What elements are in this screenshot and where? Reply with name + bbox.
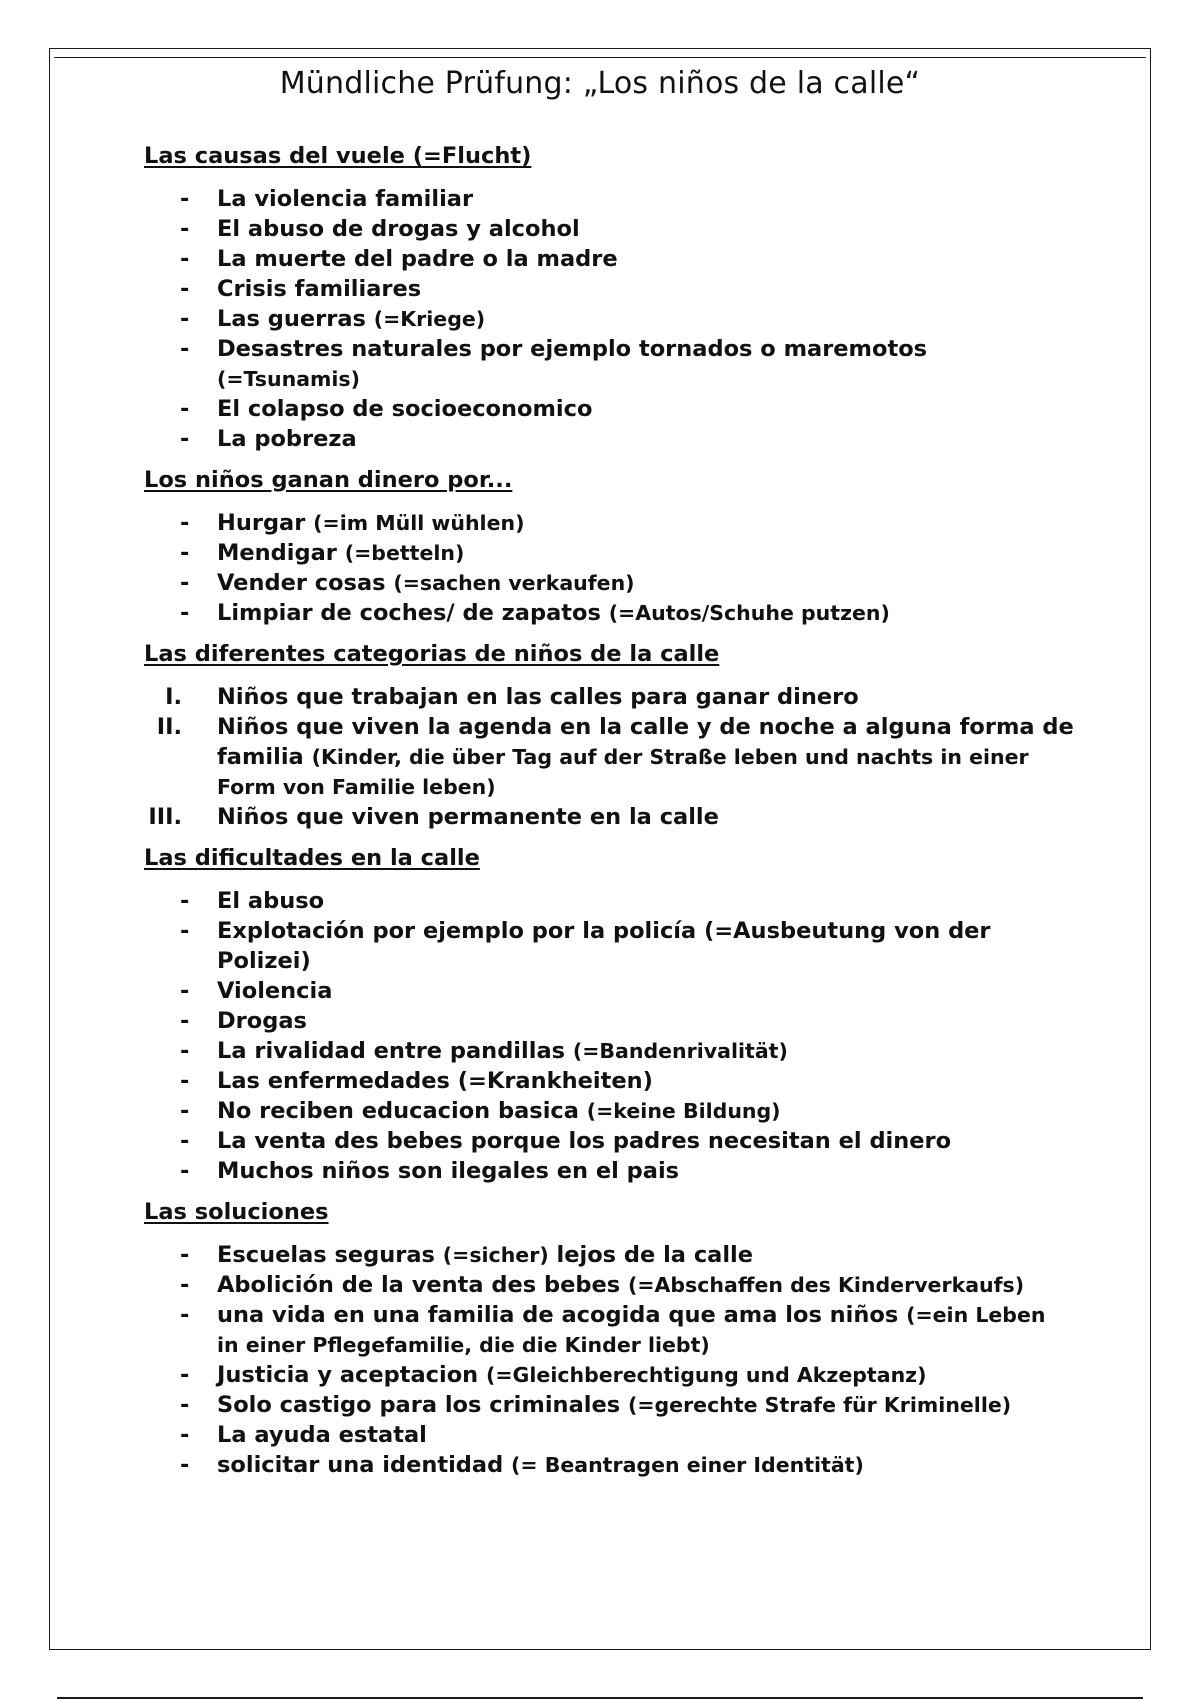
dash-marker: - (180, 1362, 190, 1388)
list-item: - La violencia familiar (180, 186, 474, 212)
dash-marker: - (180, 600, 190, 626)
list-item: - Vender cosas (=sachen verkaufen) (180, 570, 635, 596)
dash-marker: - (180, 1302, 190, 1328)
dash-marker: - (180, 306, 190, 332)
dash-marker: - (180, 570, 190, 596)
list-item: - una vida en una familia de acogida que ama los niños (=ein Leben in einer Pflegefamilie, die die Kinder liebt) (180, 1302, 1046, 1357)
list-item: II. Niños que viven la agenda en la calle y de noche a alguna forma de familia (Kinder, die über Tag auf der Straße leben und nachts in einer Form von Familie leben) (144, 712, 1074, 802)
list-item: - Mendigar (=betteln) (180, 540, 465, 566)
list-soluciones (144, 1240, 1074, 1480)
list-item: - La ayuda estatal (180, 1422, 427, 1448)
dash-marker: - (180, 978, 190, 1004)
list-item: - Solo castigo para los criminales (=gerechte Strafe für Kriminelle) (180, 1392, 1012, 1418)
dash-marker: - (180, 888, 190, 914)
dash-marker: - (180, 1008, 190, 1034)
list-item: - Violencia (180, 978, 333, 1004)
list-item: - La venta des bebes porque los padres necesitan el dinero (180, 1128, 952, 1154)
list-item: - Explotación por ejemplo por la policía (=Ausbeutung von der Polizei) (180, 918, 991, 974)
list-item: - Las enfermedades (=Krankheiten) (180, 1068, 653, 1094)
dash-marker: - (180, 1272, 190, 1298)
top-rule (54, 57, 1146, 58)
list-dinero (144, 508, 1074, 628)
list-item: - No reciben educacion basica (=keine Bildung) (180, 1098, 781, 1124)
list-item: - Justicia y aceptacion (=Gleichberechtigung und Akzeptanz) (180, 1362, 927, 1388)
dash-marker: - (180, 186, 190, 212)
list-item: - Las guerras (=Kriege) (180, 306, 486, 332)
dash-marker: - (180, 246, 190, 272)
list-item: - Crisis familiares (180, 276, 422, 302)
section-heading-soluciones: Las soluciones (144, 1199, 329, 1225)
list-item: - Drogas (180, 1008, 307, 1034)
dash-marker: - (180, 1068, 190, 1094)
dash-marker: - (180, 336, 190, 362)
list-item: - La pobreza (180, 426, 357, 452)
section-heading-categorias: Las diferentes categorias de niños de la calle (144, 641, 720, 667)
dash-marker: - (180, 1128, 190, 1154)
dash-marker: - (180, 1158, 190, 1184)
dash-marker: - (180, 1038, 190, 1064)
dash-marker: - (180, 396, 190, 422)
roman-marker: I. (165, 684, 182, 710)
dash-marker: - (180, 1452, 190, 1478)
dash-marker: - (180, 540, 190, 566)
list-item: - Limpiar de coches/ de zapatos (=Autos/Schuhe putzen) (180, 600, 890, 626)
roman-marker: III. (148, 804, 182, 830)
list-item: - El abuso (180, 888, 325, 914)
dash-marker: - (180, 918, 190, 944)
list-item: III. Niños que viven permanente en la calle (144, 802, 1074, 832)
dash-marker: - (180, 510, 190, 536)
dash-marker: - (180, 1392, 190, 1418)
list-dificultades (144, 886, 1074, 1186)
list-item: - Muchos niños son ilegales en el pais (180, 1158, 680, 1184)
list-causas (144, 184, 1074, 454)
dash-marker: - (180, 1422, 190, 1448)
list-item: - Hurgar (=im Müll wühlen) (180, 510, 525, 536)
section-heading-dificultades: Las dificultades en la calle (144, 845, 480, 871)
section-heading-causas: Las causas del vuele (=Flucht) (144, 143, 532, 169)
list-item: - Desastres naturales por ejemplo tornados o maremotos (=Tsunamis) (180, 336, 928, 391)
list-item: - solicitar una identidad (= Beantragen einer Identität) (180, 1452, 864, 1478)
list-item: - La muerte del padre o la madre (180, 246, 618, 272)
dash-marker: - (180, 426, 190, 452)
list-categorias (144, 682, 1074, 832)
list-item: - El colapso de socioeconomico (180, 396, 593, 422)
document-body (144, 142, 1074, 1492)
list-item: - Escuelas seguras (=sicher) lejos de la calle (180, 1242, 754, 1268)
dash-marker: - (180, 1098, 190, 1124)
dash-marker: - (180, 216, 190, 242)
dash-marker: - (180, 1242, 190, 1268)
list-item: - El abuso de drogas y alcohol (180, 216, 580, 242)
dash-marker: - (180, 276, 190, 302)
list-item: I. Niños que trabajan en las calles para ganar dinero (144, 682, 1074, 712)
list-item: - Abolición de la venta des bebes (=Abschaffen des Kinderverkaufs) (180, 1272, 1025, 1298)
page-title: Mündliche Prüfung: „Los niños de la calle“ (279, 66, 921, 101)
bottom-rule (57, 1697, 1143, 1699)
roman-marker: II. (156, 714, 182, 740)
list-item: - La rivalidad entre pandillas (=Bandenrivalität) (180, 1038, 788, 1064)
section-heading-dinero: Los niños ganan dinero por... (144, 467, 513, 493)
